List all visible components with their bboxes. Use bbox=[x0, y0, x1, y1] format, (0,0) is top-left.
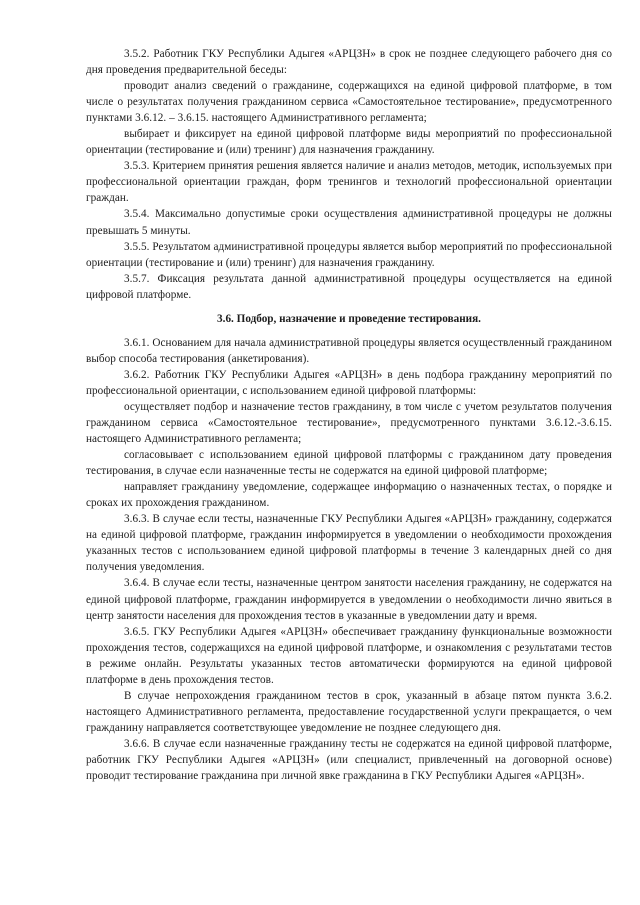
section-heading: 3.6. Подбор, назначение и проведение тестирования. bbox=[217, 312, 481, 325]
paragraph-3-6-4: 3.6.4. В случае если тесты, назначенные центром занятости населения гражданину, не содержатся на единой цифровой платформе, гражданин информируется в уведомлении о необходимости лично явиться в центр занятости населения для прохождения тестов в указанные в уведомлении дату и время. bbox=[86, 577, 612, 622]
paragraph-notification: направляет гражданину уведомление, содержащее информацию о назначенных тестах, о порядке и сроках их прохождения гражданином. bbox=[86, 481, 612, 510]
paragraph-analysis: проводит анализ сведений о гражданине, содержащихся на единой цифровой платформе, в том числе о результатах получения гражданином сервиса «Самостоятельное тестирование», предусмотренного пунктами 3.6.12. – 3.6.15. настоящего Административного регламента; bbox=[86, 80, 612, 125]
paragraph-3-6-2: 3.6.2. Работник ГКУ Республики Адыгея «АРЦЗН» в день подбора гражданину мероприятий по профессиональной ориентации, с использованием единой цифровой платформы: bbox=[86, 368, 612, 397]
paragraph-test-assignment: осуществляет подбор и назначение тестов гражданину, в том числе с учетом результатов получения гражданином сервиса «Самостоятельное тестирование», предусмотренного пунктами 3.6.12.-3.6.15. настоящего Административного регламента; bbox=[86, 400, 612, 446]
paragraph-3-5-5: 3.5.5. Результатом административной процедуры является выбор мероприятий по профессиональной ориентации (тестирование и (или) тренинг) для назначения гражданину. bbox=[86, 240, 612, 269]
document-page bbox=[86, 46, 612, 784]
paragraph-termination: В случае непрохождения гражданином тестов в срок, указанный в абзаце пятом пункта 3.6.2. настоящего Административного регламента, предоставление государственной услуги прекращается, о чем гражданину направляется соответствующее уведомление не позднее следующего дня. bbox=[86, 689, 612, 734]
paragraph-3-5-2: 3.5.2. Работник ГКУ Республики Адыгея «АРЦЗН» в срок не позднее следующего рабочего дня со дня проведения предварительной беседы: bbox=[86, 48, 612, 77]
paragraph-3-5-3: 3.5.3. Критерием принятия решения является наличие и анализ методов, методик, используемых при профессиональной ориентации граждан, форм тренингов и технологий профессиональной ориентации граждан. bbox=[86, 160, 612, 205]
paragraph-3-6-5: 3.6.5. ГКУ Республики Адыгея «АРЦЗН» обеспечивает гражданину функциональные возможности прохождения тестов, содержащихся на единой цифровой платформе, и ознакомления с результатами тестов в режиме онлайн. Результаты указанных тестов автоматически формируются на единой цифровой платформе в день прохождения тестов. bbox=[86, 625, 612, 686]
paragraph-3-5-4: 3.5.4. Максимально допустимые сроки осуществления административной процедуры не должны превышать 5 минуты. bbox=[86, 208, 612, 237]
paragraph-date-agreement: согласовывает с использованием единой цифровой платформы с гражданином дату проведения тестирования, в случае если назначенные тесты не содержатся на единой цифровой платформе; bbox=[86, 449, 612, 478]
paragraph-3-6-1: 3.6.1. Основанием для начала административной процедуры является осуществленный гражданином выбор способа тестирования (анкетирования). bbox=[86, 336, 612, 365]
paragraph-3-5-7: 3.5.7. Фиксация результата данной административной процедуры осуществляется на единой цифровой платформе. bbox=[86, 272, 612, 301]
paragraph-selection: выбирает и фиксирует на единой цифровой платформе виды мероприятий по профессиональной ориентации (тестирование и (или) тренинг) для назначения гражданину. bbox=[86, 128, 612, 157]
paragraph-3-6-6: 3.6.6. В случае если назначенные гражданину тесты не содержатся на единой цифровой платформе, работник ГКУ Республики Адыгея «АРЦЗН» (или специалист, привлеченный на договорной основе) проводит тестирование гражданина при личной явке гражданина в ГКУ Республики Адыгея «АРЦЗН». bbox=[86, 737, 612, 783]
paragraph-3-6-3: 3.6.3. В случае если тесты, назначенные ГКУ Республики Адыгея «АРЦЗН» гражданину, содержатся на единой цифровой платформе, гражданин информируется в уведомлении о необходимости прохождения указанных тестов с использованием единой цифровой платформы в течение 3 календарных дней со дня получения уведомления. bbox=[86, 513, 612, 574]
